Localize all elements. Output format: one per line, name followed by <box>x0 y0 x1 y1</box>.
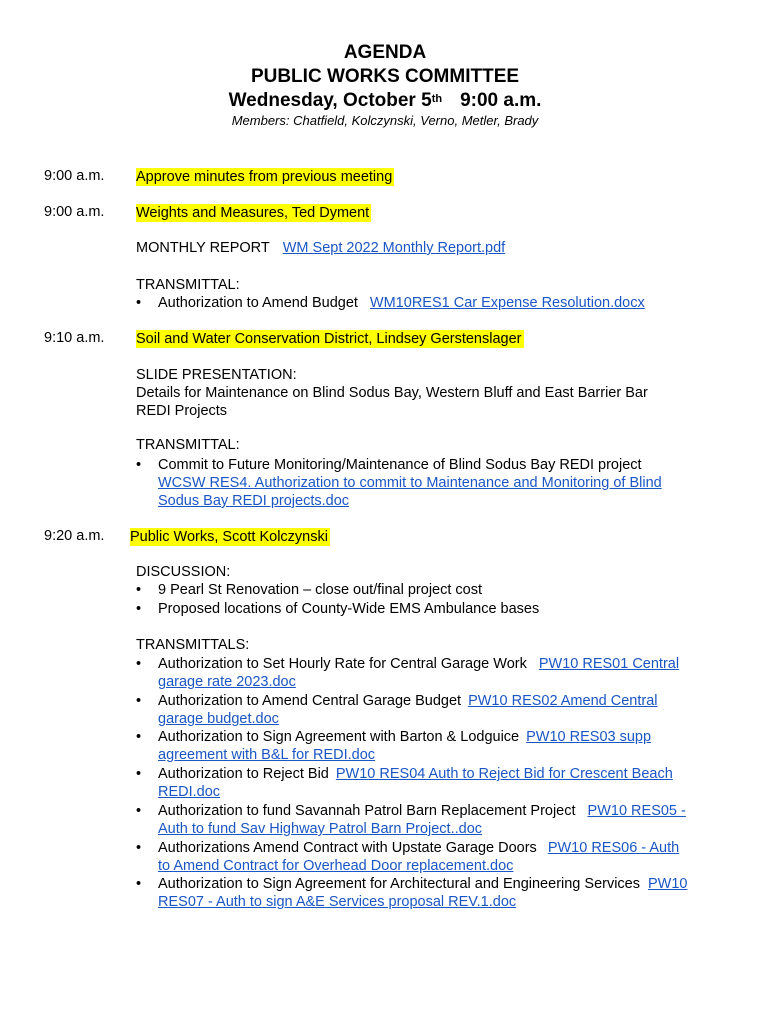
document-link-cont[interactable]: Auth to fund Sav Highway Patrol Barn Project..doc <box>158 821 483 837</box>
document-link[interactable]: PW10 RES02 Amend Central <box>468 693 658 709</box>
document-link[interactable]: PW10 RES06 - Auth <box>547 840 680 856</box>
transmittal-label: TRANSMITTAL: <box>136 437 240 453</box>
meeting-date: Wednesday, October 5 <box>228 90 432 111</box>
document-link[interactable]: PW10 RES03 supp <box>526 729 652 745</box>
meeting-date-time <box>0 90 770 112</box>
item-topic: Soil and Water Conservation District, Lindsey Gerstenslager <box>136 331 522 347</box>
bullet-icon: • <box>136 876 142 892</box>
bullet-text: Authorizations Amend Contract with Upstate Garage Doors <box>158 840 537 856</box>
document-link-cont[interactable]: REDI.doc <box>158 784 221 800</box>
bullet-text: 9 Pearl St Renovation – close out/final project cost <box>158 582 483 598</box>
committee-name: PUBLIC WORKS COMMITTEE <box>250 66 520 87</box>
bullet-icon: • <box>136 295 142 311</box>
document-link[interactable]: WCSW RES4. Authorization to commit to Maintenance and Monitoring of Blind <box>158 475 662 491</box>
item-time: 9:00 a.m. <box>44 204 105 220</box>
bullet-text: Proposed locations of County-Wide EMS Ambulance bases <box>158 601 540 617</box>
document-link-cont[interactable]: garage budget.doc <box>158 711 279 727</box>
item-topic: Approve minutes from previous meeting <box>136 169 393 185</box>
slide-presentation-label: SLIDE PRESENTATION: <box>136 367 297 383</box>
bullet-text: Authorization to Sign Agreement with Barton & Lodguice <box>158 729 520 745</box>
bullet-text: Authorization to Set Hourly Rate for Central Garage Work <box>158 656 527 672</box>
document-link[interactable]: PW10 RES04 Auth to Reject Bid for Crescent Beach <box>335 766 673 782</box>
agenda-title: AGENDA <box>343 42 427 63</box>
monthly-report-link[interactable]: WM Sept 2022 Monthly Report.pdf <box>282 240 506 256</box>
document-link[interactable]: PW10 RES05 - <box>587 803 686 819</box>
bullet-icon: • <box>136 693 142 709</box>
item-time: 9:00 a.m. <box>44 168 105 184</box>
document-link[interactable]: PW10 RES01 Central <box>538 656 680 672</box>
bullet-icon: • <box>136 840 142 856</box>
meeting-time: 9:00 a.m. <box>460 90 542 111</box>
document-link-cont[interactable]: Sodus Bay REDI projects.doc <box>158 493 350 509</box>
document-link-cont[interactable]: garage rate 2023.doc <box>158 674 296 690</box>
monthly-report-label: MONTHLY REPORT <box>136 240 270 256</box>
bullet-text: Authorization to Sign Agreement for Architectural and Engineering Services <box>158 876 640 892</box>
document-link-cont[interactable]: agreement with B&L for REDI.doc <box>158 747 376 763</box>
bullet-icon: • <box>136 766 142 782</box>
discussion-label: DISCUSSION: <box>136 564 231 580</box>
slide-details-cont: REDI Projects <box>136 403 228 419</box>
transmittals-label: TRANSMITTALS: <box>136 637 250 653</box>
bullet-icon: • <box>136 582 142 598</box>
bullet-text: Commit to Future Monitoring/Maintenance of Blind Sodus Bay REDI project <box>158 457 642 473</box>
item-time: 9:10 a.m. <box>44 330 105 346</box>
bullet-icon: • <box>136 457 142 473</box>
slide-details: Details for Maintenance on Blind Sodus Bay, Western Bluff and East Barrier Bar <box>136 385 648 401</box>
document-link[interactable]: PW10 <box>648 876 688 892</box>
bullet-icon: • <box>136 601 142 617</box>
bullet-text: Authorization to Amend Budget <box>158 295 358 311</box>
bullet-text: Authorization to Amend Central Garage Budget <box>158 693 462 709</box>
date-suffix: th <box>431 93 443 105</box>
document-link-cont[interactable]: to Amend Contract for Overhead Door replacement.doc <box>158 858 514 874</box>
item-topic: Weights and Measures, Ted Dyment <box>136 205 370 221</box>
members-list: Members: Chatfield, Kolczynski, Verno, Metler, Brady <box>231 113 539 128</box>
bullet-icon: • <box>136 656 142 672</box>
transmittal-label: TRANSMITTAL: <box>136 277 240 293</box>
document-link[interactable]: WM10RES1 Car Expense Resolution.docx <box>369 295 645 311</box>
bullet-icon: • <box>136 803 142 819</box>
item-time: 9:20 a.m. <box>44 528 105 544</box>
monthly-report-line <box>136 239 505 257</box>
document-link-cont[interactable]: RES07 - Auth to sign A&E Services proposal REV.1.doc <box>158 894 517 910</box>
bullet-icon: • <box>136 729 142 745</box>
bullet-text: Authorization to Reject Bid <box>158 766 329 782</box>
bullet-text: Authorization to fund Savannah Patrol Barn Replacement Project <box>158 803 576 819</box>
item-topic: Public Works, Scott Kolczynski <box>130 529 328 545</box>
